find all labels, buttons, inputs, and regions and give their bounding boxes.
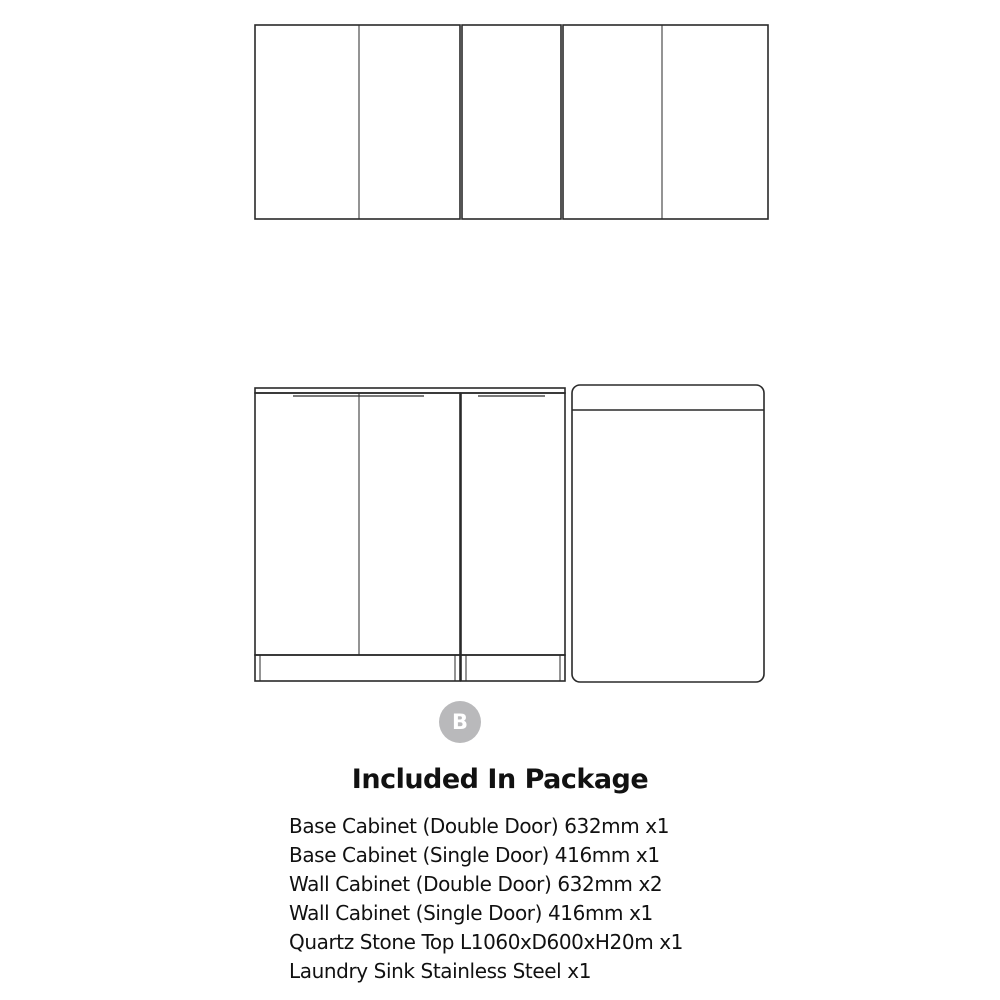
section-badge [439, 701, 481, 743]
list-item: Quartz Stone Top L1060xD600xH20m x1 [289, 930, 683, 954]
package-title: Included In Package [351, 764, 649, 795]
wall-cabinet-double-left [255, 25, 460, 219]
list-item: Wall Cabinet (Single Door) 416mm x1 [289, 901, 653, 925]
list-item: Wall Cabinet (Double Door) 632mm x2 [289, 872, 663, 896]
laundry-sink-outline [572, 385, 764, 682]
base-cabinet-single-plinth [461, 655, 565, 681]
list-item: Base Cabinet (Single Door) 416mm x1 [289, 843, 660, 867]
base-cabinet-plinth [255, 655, 460, 681]
laundry-sink [572, 385, 764, 682]
package-list [289, 812, 989, 986]
wall-cabinet-single [462, 25, 561, 219]
wall-cabinets [255, 25, 768, 219]
base-cabinets [255, 388, 565, 681]
list-item: Base Cabinet (Double Door) 632mm x1 [289, 814, 670, 838]
base-cabinet-single [461, 393, 565, 655]
list-item: Laundry Sink Stainless Steel x1 [289, 959, 592, 983]
base-cabinet-double [255, 393, 460, 655]
wall-cabinet-double-right [563, 25, 768, 219]
section-badge-label: B [451, 710, 468, 734]
